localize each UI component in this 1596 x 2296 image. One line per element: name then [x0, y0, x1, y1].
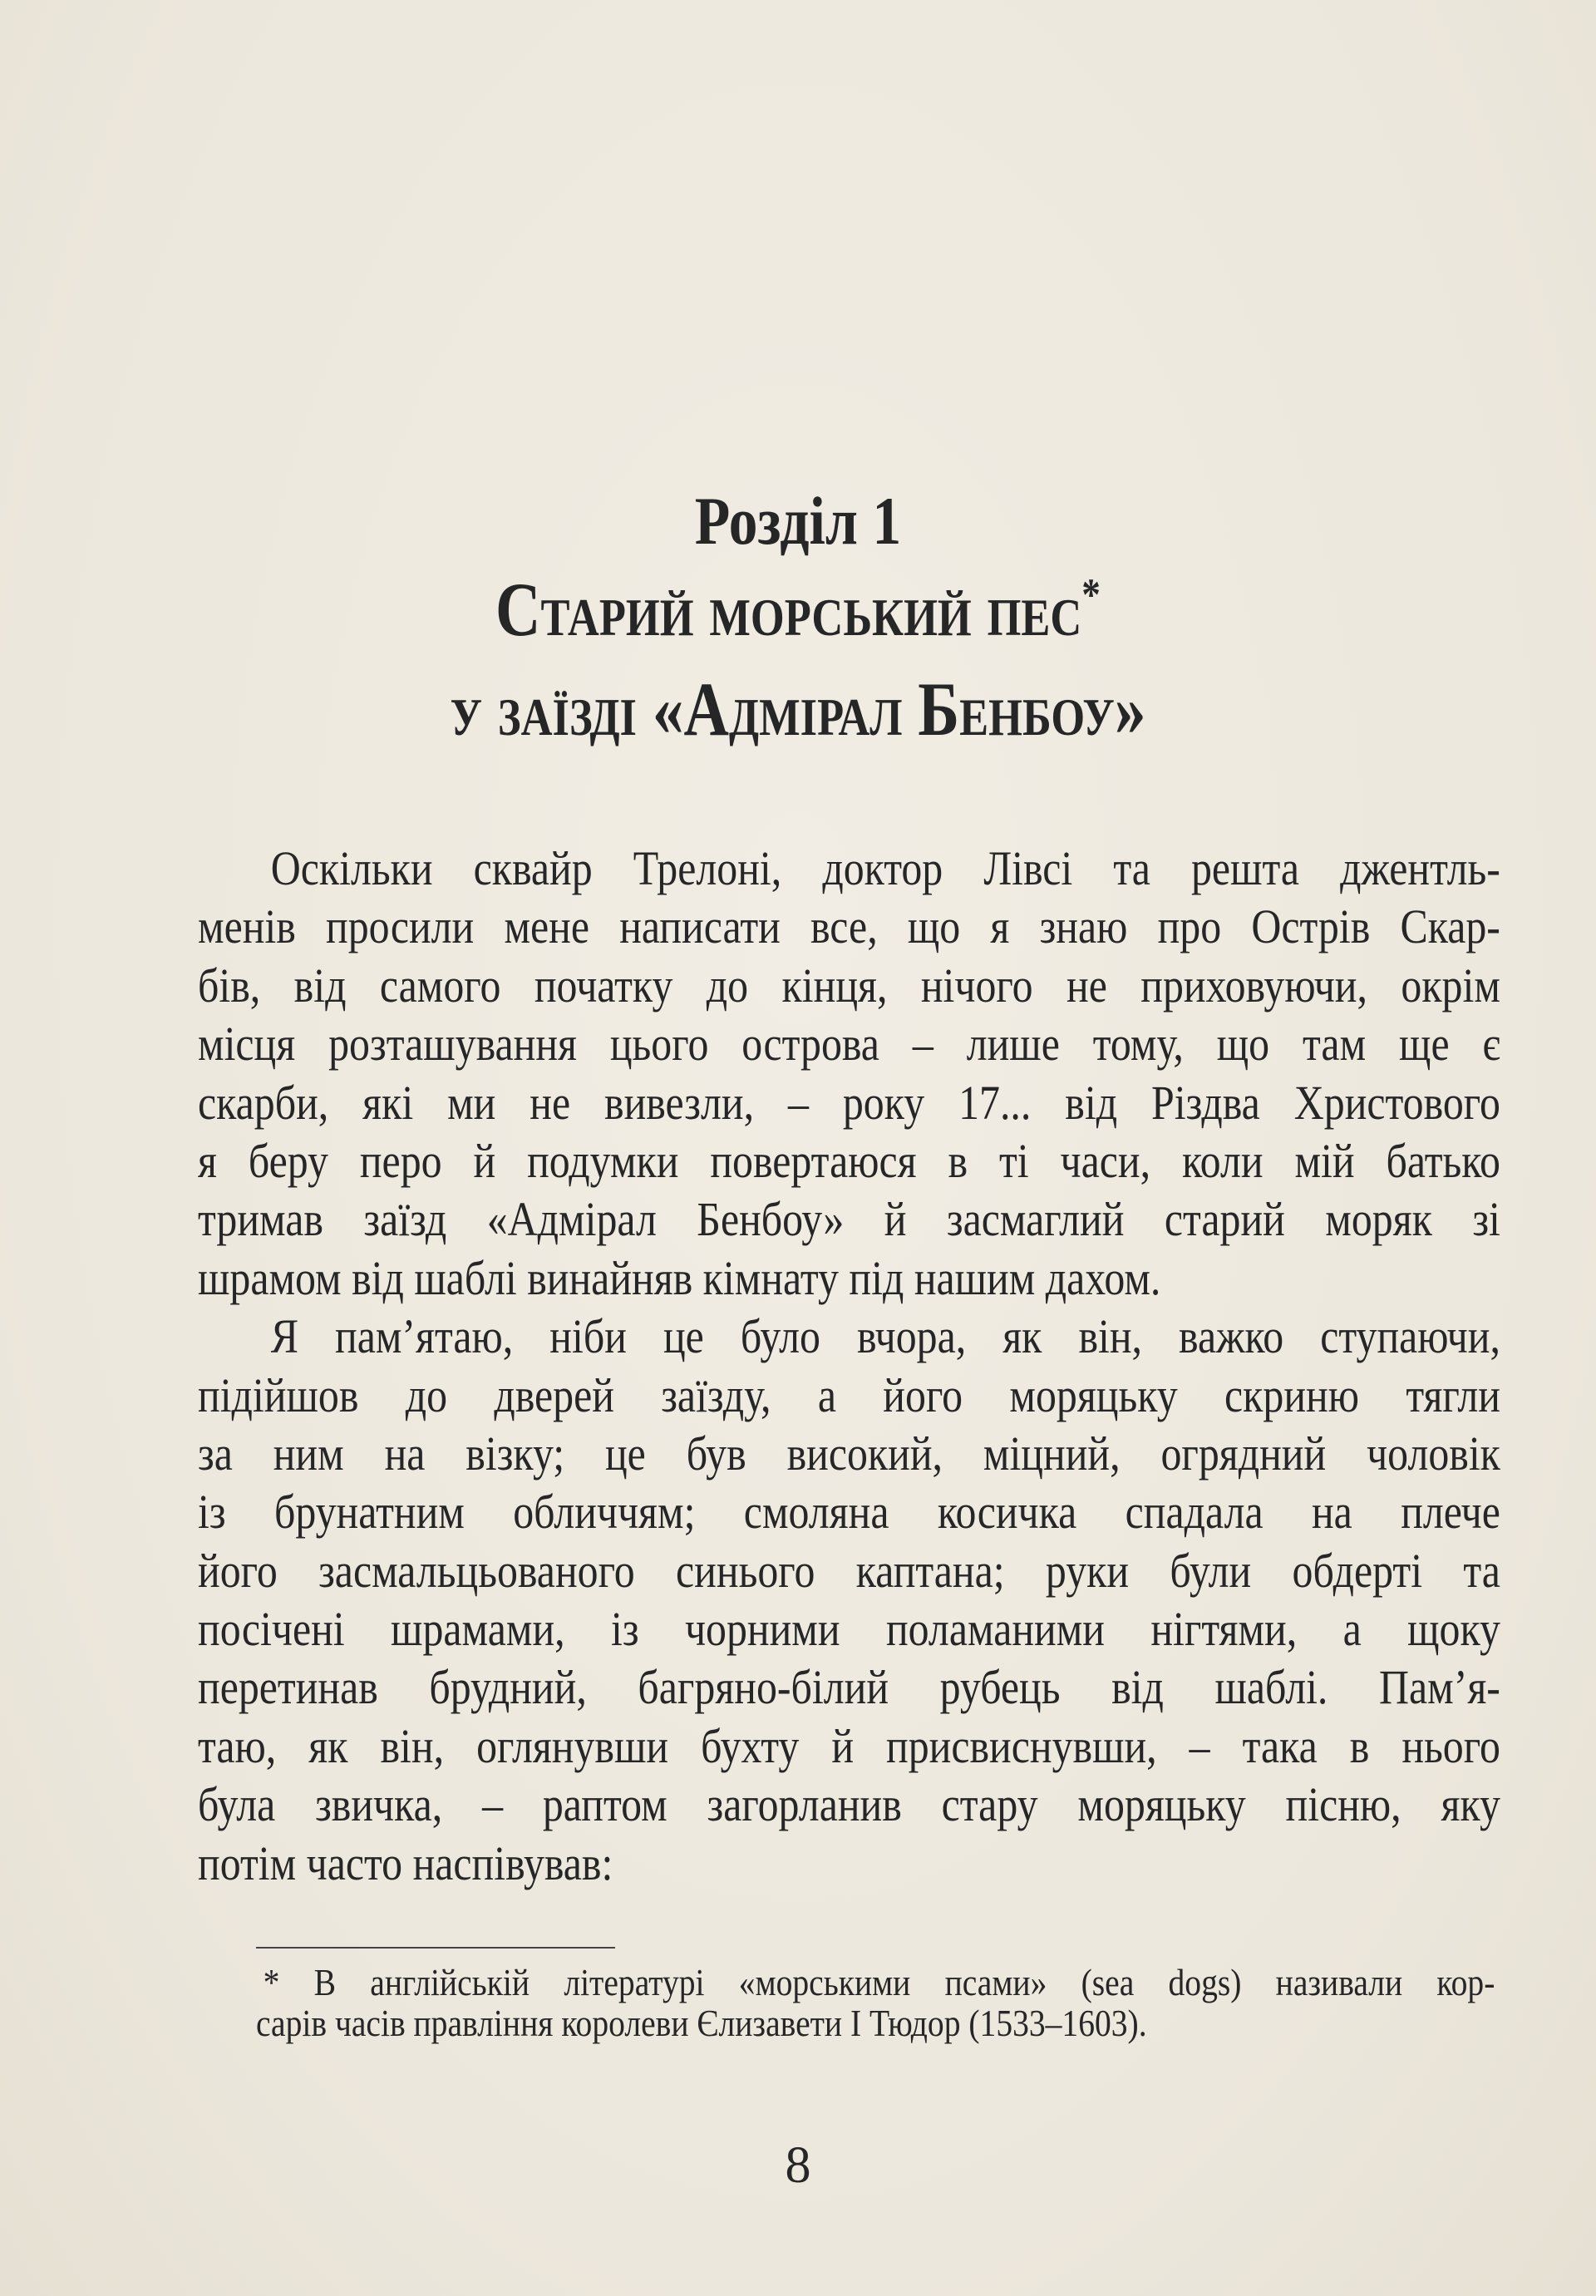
text-line: таю, як він, оглянувши бухту й присвиснувши, – така в нього	[198, 1718, 1500, 1773]
footnote-marker: *	[1081, 569, 1101, 620]
text-line: місця розташування цього острова – лише тому, що там ще є	[198, 1017, 1500, 1072]
footnote-line: сарів часів правління королеви Єлизавети І Тюдор (1533–1603).	[256, 2002, 1147, 2044]
text-line: скарби, які ми не вивезли, – року 17... від Різдва Христового	[198, 1075, 1500, 1130]
footnote-divider	[256, 1947, 615, 1949]
paragraph-1	[198, 840, 1500, 1308]
text-line: шрамом від шаблі винайняв кімнату під нашим дахом.	[198, 1250, 1161, 1305]
chapter-number: Розділ 1	[694, 483, 902, 559]
text-line: я беру перо й подумки повертаюся в ті часи, коли мій батько	[198, 1133, 1500, 1188]
text-line: тримав заїзд «Адмірал Бенбоу» й засмаглий старий моряк зі	[198, 1192, 1500, 1247]
text-line: посічені шрамами, із чорними поламаними нігтями, а щоку	[198, 1602, 1500, 1657]
text-line: Оскільки сквайр Трелоні, доктор Лівсі та решта джентль-	[270, 841, 1500, 895]
text-line: потім часто наспівував:	[198, 1835, 613, 1890]
text-line: за ним на візку; це був високий, міцний, огрядний чоловік	[198, 1426, 1500, 1481]
footnote	[256, 1962, 1495, 2043]
text-line: підійшов до дверей заїзду, а його моряцьку скриню тягли	[198, 1367, 1500, 1422]
footnote-line: * В англійській літературі «морськими псами» (sea dogs) називали кор-	[263, 1961, 1495, 2003]
chapter-title-line-2: у заїзді «Адмірал Бенбоу»	[450, 667, 1146, 751]
chapter-title-line-1	[144, 565, 1452, 653]
text-line: його засмальцьованого синього каптана; руки були обдерті та	[198, 1543, 1500, 1598]
text-line: із брунатним обличчям; смоляна косичка спадала на плече	[198, 1485, 1500, 1540]
text-line: перетинав брудний, багряно-білий рубець від шаблі. Пам’я-	[198, 1660, 1500, 1715]
paragraph-2	[198, 1308, 1500, 1893]
text-line: бів, від самого початку до кінця, нічого не приховуючи, окрім	[198, 958, 1500, 1013]
body-text	[198, 840, 1500, 1893]
chapter-title-text: Старий морський пес	[495, 567, 1082, 652]
page-number: 8	[785, 2137, 811, 2194]
text-line: Я пам’ятаю, ніби це було вчора, як він, важко ступаючи,	[270, 1309, 1500, 1364]
text-line: була звичка, – раптом загорланив стару моряцьку пісню, яку	[198, 1777, 1500, 1832]
text-line: менів просили мене написати все, що я знаю про Острів Скар-	[198, 899, 1500, 954]
